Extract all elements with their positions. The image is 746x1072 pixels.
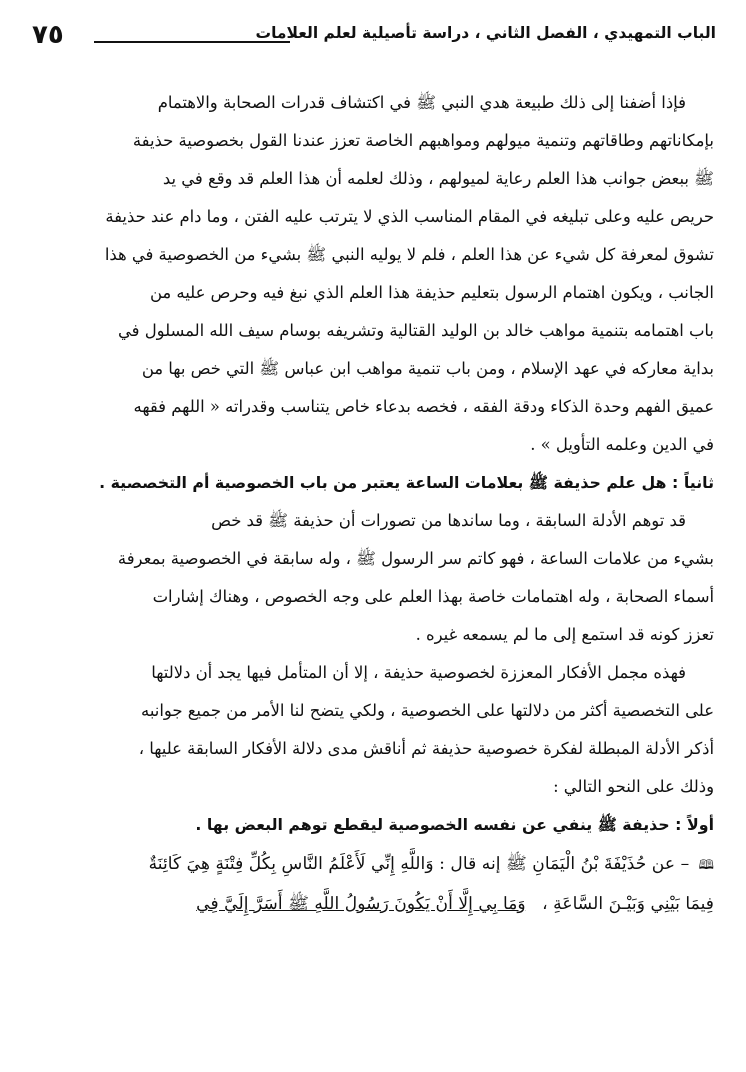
text-lines <box>34 84 714 844</box>
hadith-quote-3: وَمَا بِي إِلَّا أَنْ يَكُونَ رَسُولُ اللَّهِ ﷺ أَسَرَّ إِلَيَّ فِي <box>196 894 526 914</box>
paragraph-line: فهذه مجمل الأفكار المعززة لخصوصية حذيفة ، إلا أن المتأمل فيها يجد أن دلالتها <box>151 663 686 682</box>
paragraph-line: تعزز كونه قد استمع إلى ما لم يسمعه غيره . <box>415 625 714 644</box>
header-title: الباب التمهيدي ، الفصل الثاني ، دراسة تأصيلية لعلم العلامات <box>255 24 716 42</box>
paragraph-line: الجانب ، ويكون اهتمام الرسول بتعليم حذيفة هذا العلم الذي نبغ فيه وحرص عليه من <box>149 283 714 302</box>
running-header <box>30 20 716 54</box>
paragraph-line: في الدين وعلمه التأويل » . <box>530 435 714 454</box>
paragraph-line: عميق الفهم وحدة الذكاء ودقة الفقه ، فخصه بدعاء خاص يتناسب وقدراته « اللهم فقهه <box>133 397 714 416</box>
header-rule <box>94 41 290 43</box>
paragraph-line: باب اهتمامه بتنمية مواهب خالد بن الوليد القتالية وتشريفه بوسام سيف الله المسلول في <box>118 321 714 340</box>
hadith-quote-2: فِيمَا بَيْنِي وَبَيْـنَ السَّاعَةِ ، <box>542 894 714 914</box>
paragraph-line: حريص عليه وعلى تبليغه في المقام المناسب الذي لا يترتب عليه الفتن ، وما دام عند حذيفة <box>105 207 714 226</box>
open-book-icon: 🕮 <box>698 858 714 873</box>
page-number: ٧٥ <box>32 20 64 50</box>
paragraph-line: بداية معاركه في عهد الإسلام ، ومن باب تنمية مواهب ابن عباس ﷺ التي خص بها من <box>141 359 714 378</box>
paragraph-line: تشوق لمعرفة كل شيء عن هذا العلم ، فلم لا يوليه النبي ﷺ بشيء من الخصوصية في هذا <box>104 245 714 264</box>
paragraph-line: أسماء الصحابة ، وله اهتمامات خاصة بهذا العلم على وجه الخصوص ، وهناك إشارات <box>152 587 714 606</box>
hadith-line-2 <box>34 884 714 924</box>
section-heading: أولاً : حذيفة ﷺ ينفي عن نفسه الخصوصية ليقطع توهم البعض بها . <box>195 815 714 834</box>
paragraph-line: أذكر الأدلة المبطلة لفكرة خصوصية حذيفة ثم أناقش مدى دلالة الأفكار السابقة عليها ، <box>138 739 714 758</box>
hadith-line-1 <box>34 844 714 884</box>
paragraph-line: على التخصصية أكثر من دلالتها على الخصوصية ، ولكي يتضح لنا الأمر من جميع جوانبه <box>141 701 714 720</box>
paragraph-line: ﷺ ببعض جوانب هذا العلم رعاية لميولهم ، وذلك لعلمه أن هذا العلم قد وقع في يد <box>162 169 714 188</box>
paragraph-line: قد توهم الأدلة السابقة ، وما ساندها من تصورات أن حذيفة ﷺ قد خص <box>211 511 686 530</box>
paragraph-line: بإمكاناتهم وطاقاتهم وتنمية ميولهم ومواهبهم الخاصة تعزز عندنا القول بخصوصية حذيفة <box>132 131 714 150</box>
paragraph-line: وذلك على النحو التالي : <box>553 777 714 796</box>
section-heading: ثانياً : هل علم حذيفة ﷺ بعلامات الساعة يعتبر من باب الخصوصية أم التخصصية . <box>99 473 714 492</box>
hadith-intro: – عن حُذَيْفَةَ بْنُ الْيَمَانِ ﷺ إنه قال : <box>439 854 690 874</box>
paragraph-line: بشيء من علامات الساعة ، فهو كاتم سر الرسول ﷺ ، وله سابقة في الخصوصية بمعرفة <box>117 549 714 568</box>
paragraph-line: فإذا أضفنا إلى ذلك طبيعة هدي النبي ﷺ في اكتشاف قدرات الصحابة والاهتمام <box>157 93 686 112</box>
page-body <box>34 84 714 924</box>
hadith-quote-1: وَاللَّهِ إِنِّي لَأَعْلَمُ النَّاسِ بِكُلِّ فِتْنَةٍ هِيَ كَائِنَةٌ <box>148 854 434 874</box>
